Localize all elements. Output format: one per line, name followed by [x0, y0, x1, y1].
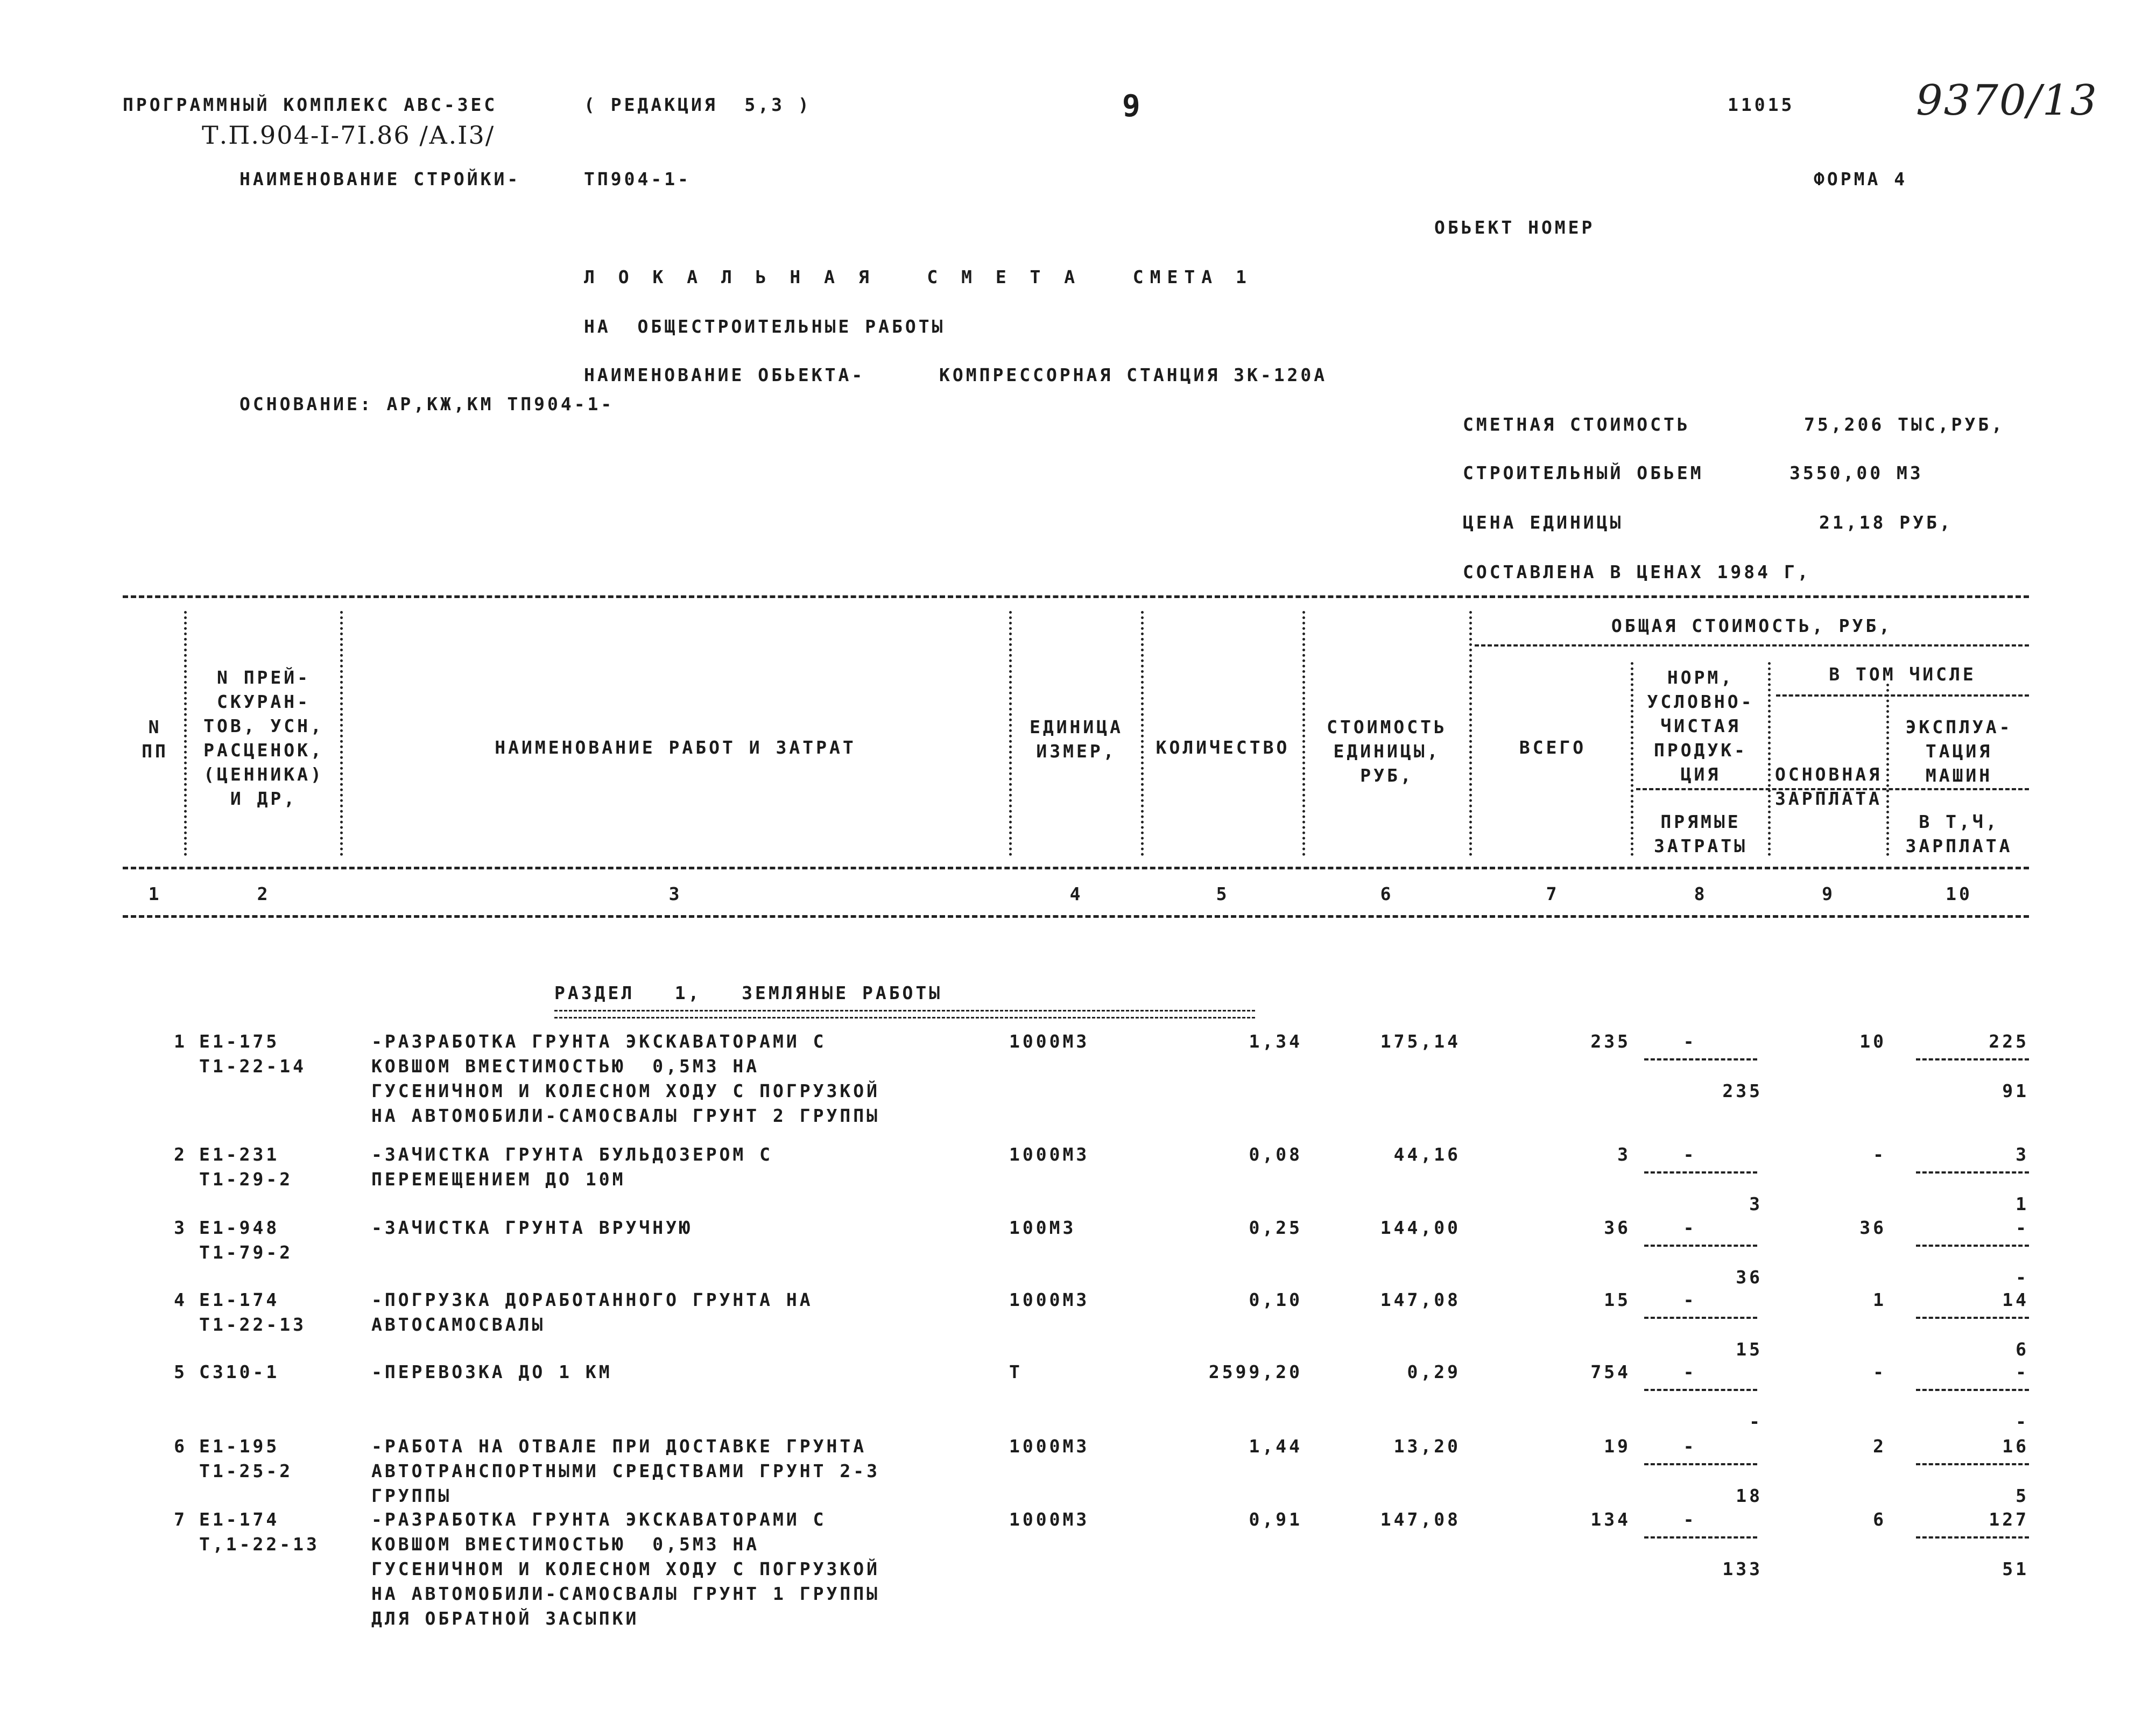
row-quantity: 1,34	[1249, 1031, 1302, 1052]
incl-group-header: В ТОМ ЧИСЛЕ	[1829, 664, 1976, 685]
row-col10-top: 16	[2002, 1436, 2029, 1457]
row-col9: -	[1873, 1361, 1886, 1382]
row-number: 5	[174, 1361, 187, 1382]
row-quantity: 0,08	[1249, 1144, 1302, 1165]
edition: ( РЕДАКЦИЯ 5,3 )	[584, 94, 812, 115]
row-col10-divider	[1916, 1463, 2029, 1465]
row-col8-top: -	[1683, 1031, 1697, 1052]
row-name: -ЗАЧИСТКА ГРУНТА БУЛЬДОЗЕРОМ С ПЕРЕМЕЩЕНИЕМ ДО 10М	[371, 1144, 773, 1190]
row-col10-divider	[1916, 1171, 2029, 1174]
row-unit-price: 144,00	[1380, 1217, 1461, 1238]
row-code: Е1-231 Т1-29-2	[199, 1144, 293, 1190]
row-code: Е1-174 Т,1-22-13	[199, 1509, 320, 1555]
row-col8-divider	[1644, 1058, 1757, 1060]
col-header-5: КОЛИЧЕСТВО	[1155, 737, 1290, 758]
row-col10-divider	[1916, 1536, 2029, 1539]
rule-total-group	[1475, 644, 2029, 647]
row-unit: Т	[1009, 1361, 1023, 1382]
row-col10-bottom: 51	[2002, 1558, 2029, 1579]
row-col8-top: -	[1683, 1289, 1697, 1310]
section-underline	[554, 1010, 1255, 1018]
row-code: Е1-174 Т1-22-13	[199, 1289, 306, 1335]
row-col9: 36	[1859, 1217, 1886, 1238]
row-col10-top: 14	[2002, 1289, 2029, 1310]
row-name: -РАЗРАБОТКА ГРУНТА ЭКСКАВАТОРАМИ С КОВШОМ ВМЕСТИМОСТЬЮ 0,5М3 НА ГУСЕНИЧНОМ И КОЛЕСНОМ ХОДУ С ПОГРУЗКОЙ НА АВТОМОБИЛИ-САМОСВАЛЫ ГРУНТ 2 ГРУППЫ	[371, 1031, 880, 1126]
row-col8-divider	[1644, 1389, 1757, 1391]
row-col8-bottom: 18	[1736, 1485, 1763, 1506]
prices-note: СОСТАВЛЕНА В ЦЕНАХ 1984 Г,	[1463, 561, 1811, 582]
row-number: 4	[174, 1289, 187, 1310]
col-header-6: СТОИМОСТЬ ЕДИНИЦЫ, РУБ,	[1327, 716, 1447, 786]
volume-label: СТРОИТЕЛЬНЫЙ ОБЬЕМ	[1463, 462, 1704, 483]
row-col10-bottom: 5	[2016, 1485, 2029, 1506]
row-col10-bottom: 6	[2016, 1339, 2029, 1360]
col-header-1: N ПП	[142, 716, 168, 762]
row-col9: -	[1873, 1144, 1886, 1165]
row-quantity: 0,25	[1249, 1217, 1302, 1238]
row-col9: 6	[1873, 1509, 1886, 1530]
row-total: 235	[1590, 1031, 1631, 1052]
row-name: -ПЕРЕВОЗКА ДО 1 КМ	[371, 1361, 612, 1382]
row-unit-price: 13,20	[1393, 1436, 1461, 1457]
row-total: 19	[1604, 1436, 1631, 1457]
construction-label: НАИМЕНОВАНИЕ СТРОЙКИ-	[239, 168, 521, 189]
row-col8-divider	[1644, 1317, 1757, 1319]
col-header-10-top: ЭКСПЛУА- ТАЦИЯ МАШИН	[1905, 716, 2013, 786]
row-code: Е1-948 Т1-79-2	[199, 1217, 293, 1263]
document-subtitle: НА ОБЩЕСТРОИТЕЛЬНЫЕ РАБОТЫ	[584, 316, 946, 337]
total-group-header: ОБЩАЯ СТОИМОСТЬ, РУБ,	[1611, 615, 1893, 636]
row-col10-top: -	[2016, 1217, 2029, 1238]
row-col8-top: -	[1683, 1217, 1697, 1238]
row-col9: 1	[1873, 1289, 1886, 1310]
row-unit-price: 147,08	[1380, 1509, 1461, 1530]
row-col10-top: 3	[2016, 1144, 2029, 1165]
unit-price-value: 21,18 РУБ,	[1819, 512, 1953, 533]
cost-label: СМЕТНАЯ СТОИМОСТЬ	[1463, 414, 1690, 435]
row-col8-bottom: 36	[1736, 1267, 1763, 1288]
row-name: -ПОГРУЗКА ДОРАБОТАННОГО ГРУНТА НА АВТОСАМОСВАЛЫ	[371, 1289, 813, 1335]
form-label: ФОРМА 4	[1814, 168, 1908, 189]
row-total: 3	[1617, 1144, 1631, 1165]
row-unit: 1000М3	[1009, 1031, 1090, 1052]
row-col8-top: -	[1683, 1436, 1697, 1457]
col-header-8-top: НОРМ, УСЛОВНО- ЧИСТАЯ ПРОДУК- ЦИЯ	[1647, 667, 1755, 785]
program-name: ПРОГРАММНЫЙ КОМПЛЕКС АВС-ЗЕС	[123, 94, 498, 115]
row-unit-price: 44,16	[1393, 1144, 1461, 1165]
col-header-4: ЕДИНИЦА ИЗМЕР,	[1029, 716, 1124, 762]
col-header-10-bottom: В Т,Ч, ЗАРПЛАТА	[1905, 811, 2013, 856]
row-unit: 100М3	[1009, 1217, 1076, 1238]
row-col8-top: -	[1683, 1361, 1697, 1382]
handwritten-reference: 9370/13	[1916, 76, 2098, 125]
row-code: С310-1	[199, 1361, 280, 1382]
row-number: 2	[174, 1144, 187, 1165]
row-quantity: 0,91	[1249, 1509, 1302, 1530]
page-number: 9	[1122, 89, 1142, 124]
row-unit: 1000М3	[1009, 1144, 1090, 1165]
object-value: КОМПРЕССОРНАЯ СТАНЦИЯ ЗК-120А	[939, 364, 1328, 385]
row-col8-bottom: 15	[1736, 1339, 1763, 1360]
row-col10-bottom: 1	[2016, 1193, 2029, 1214]
volume-value: 3550,00 М3	[1789, 462, 1924, 483]
row-unit-price: 147,08	[1380, 1289, 1461, 1310]
object-label: НАИМЕНОВАНИЕ ОБЬЕКТА-	[584, 364, 865, 385]
row-quantity: 2599,20	[1208, 1361, 1302, 1382]
table-top-rule	[123, 595, 2029, 598]
row-number: 6	[174, 1436, 187, 1457]
row-name: -РАБОТА НА ОТВАЛЕ ПРИ ДОСТАВКЕ ГРУНТА АВТОТРАНСПОРТНЫМИ СРЕДСТВАМИ ГРУНТ 2-3 ГРУППЫ	[371, 1436, 880, 1506]
row-col10-divider	[1916, 1245, 2029, 1247]
col-header-8-bottom: ПРЯМЫЕ ЗАТРАТЫ	[1653, 811, 1748, 856]
row-col8-bottom: 235	[1722, 1080, 1763, 1101]
row-col10-bottom: -	[2016, 1267, 2029, 1288]
row-name: -РАЗРАБОТКА ГРУНТА ЭКСКАВАТОРАМИ С КОВШОМ ВМЕСТИМОСТЬЮ 0,5М3 НА ГУСЕНИЧНОМ И КОЛЕСНОМ ХОДУ С ПОГРУЗКОЙ НА АВТОМОБИЛИ-САМОСВАЛЫ ГРУНТ 1 ГРУППЫ ДЛЯ ОБРАТНОЙ ЗАСЫПКИ	[371, 1509, 880, 1629]
col-header-7: ВСЕГО	[1519, 737, 1587, 758]
section-title: РАЗДЕЛ 1, ЗЕМЛЯНЫЕ РАБОТЫ	[554, 982, 943, 1003]
row-total: 15	[1604, 1289, 1631, 1310]
row-col8-bottom: -	[1749, 1411, 1763, 1432]
row-col8-divider	[1644, 1536, 1757, 1539]
row-col8-divider	[1644, 1245, 1757, 1247]
row-unit-price: 175,14	[1380, 1031, 1461, 1052]
row-col10-divider	[1916, 1389, 2029, 1391]
unit-price-label: ЦЕНА ЕДИНИЦЫ	[1463, 512, 1624, 533]
row-col8-bottom: 133	[1722, 1558, 1763, 1579]
document-code: 11015	[1728, 94, 1795, 115]
row-col9: 2	[1873, 1436, 1886, 1457]
row-total: 134	[1590, 1509, 1631, 1530]
row-total: 36	[1604, 1217, 1631, 1238]
row-col10-top: -	[2016, 1361, 2029, 1382]
row-unit-price: 0,29	[1407, 1361, 1461, 1382]
row-col8-top: -	[1683, 1509, 1697, 1530]
row-col8-divider	[1644, 1171, 1757, 1174]
construction-value: ТП904-1-	[584, 168, 691, 189]
cost-value: 75,206 ТЫС,РУБ,	[1804, 414, 2005, 435]
row-col8-top: -	[1683, 1144, 1697, 1165]
row-col10-divider	[1916, 1058, 2029, 1060]
row-code: Е1-195 Т1-25-2	[199, 1436, 293, 1481]
col-header-2: N ПРЕЙ- СКУРАН- ТОВ, УСН, РАСЦЕНОК, (ЦЕННИКА) И ДР,	[203, 667, 324, 809]
row-unit: 1000М3	[1009, 1436, 1090, 1457]
row-unit: 1000М3	[1009, 1289, 1090, 1310]
row-number: 1	[174, 1031, 187, 1052]
row-quantity: 1,44	[1249, 1436, 1302, 1457]
row-number: 7	[174, 1509, 187, 1530]
object-number-label: ОБЬЕКТ НОМЕР	[1434, 217, 1595, 238]
row-col10-bottom: 91	[2002, 1080, 2029, 1101]
col-header-9: ОСНОВНАЯ ЗАРПЛАТА	[1775, 764, 1882, 809]
row-col10-bottom: -	[2016, 1411, 2029, 1432]
row-col10-top: 225	[1989, 1031, 2029, 1052]
row-col9: 10	[1859, 1031, 1886, 1052]
row-col10-divider	[1916, 1317, 2029, 1319]
row-col8-divider	[1644, 1463, 1757, 1465]
row-code: Е1-175 Т1-22-14	[199, 1031, 306, 1077]
row-col10-top: 127	[1989, 1509, 2029, 1530]
row-unit: 1000М3	[1009, 1509, 1090, 1530]
basis: ОСНОВАНИЕ: АР,КЖ,КМ ТП904-1-	[239, 394, 615, 415]
document-title: Л О К А Л Ь Н А Я С М Е Т А СМЕТА 1	[584, 266, 1253, 287]
row-total: 754	[1590, 1361, 1631, 1382]
numbers-bottom-rule	[123, 915, 2029, 918]
header-bottom-rule	[123, 867, 2029, 869]
rule-incl-group	[1776, 694, 2029, 697]
row-name: -ЗАЧИСТКА ГРУНТА ВРУЧНУЮ	[371, 1217, 693, 1238]
col-header-3: НАИМЕНОВАНИЕ РАБОТ И ЗАТРАТ	[495, 737, 856, 758]
row-quantity: 0,10	[1249, 1289, 1302, 1310]
row-number: 3	[174, 1217, 187, 1238]
row-col8-bottom: 3	[1749, 1193, 1763, 1214]
project-reference: Т.П.904-I-7I.86 /А.I3/	[202, 121, 495, 150]
